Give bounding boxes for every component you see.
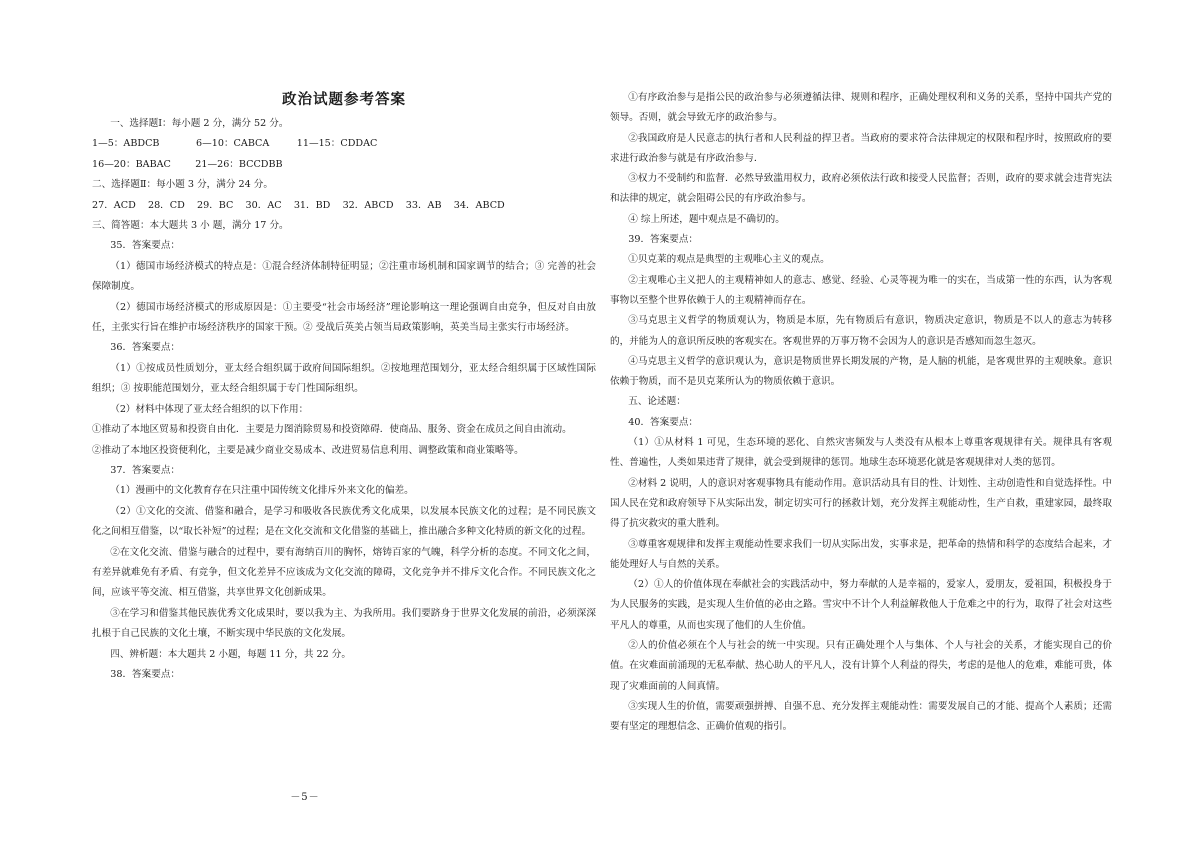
answer-paragraph: 二、选择题Ⅱ：每小题 3 分，满分 24 分。 [92, 179, 273, 191]
answer-paragraph: ①有序政治参与是指公民的政治参与必须遵循法律、规则和程序，正确处理权利和义务的关系，坚持中国共产党的领导。否则，就会导致无序的政治参与。 [610, 92, 1112, 124]
answer-paragraph: ③实现人生的价值，需要顽强拼搏、自强不息、充分发挥主观能动性：需要发展自己的才能、提高个人素质；还需要有坚定的理想信念、正确价值观的指引。 [610, 700, 1112, 733]
answer-paragraph: ①推动了本地区贸易和投资自由化．主要是力图消除贸易和投资障碍．使商品、服务、资金在成员之间自由流动。 [92, 424, 572, 436]
answer-paragraph: ③权力不受制约和监督．必然导致滥用权力，政府必须依法行政和接受人民监督；否则，政府的要求就会违背宪法和法律的规定，就会阻碍公民的有序政治参与。 [610, 173, 1112, 205]
answer-paragraph: 27．ACD 28．CD 29．BC 30．AC 31．BD 32．ABCD 33．AB 34．ABCD [92, 199, 505, 211]
answer-paragraph: （1）①从材料 1 可见，生态环境的恶化、自然灾害频发与人类没有从根本上尊重客观规律有关。规律具有客观性、普遍性，人类如果违背了规律，就会受到规律的惩罚。地球生态环境恶化就是客观规律对人类的惩罚。 [610, 437, 1112, 469]
answer-paragraph: ②推动了本地区投资便利化，主要是减少商业交易成本、改进贸易信息利用、调整政策和商业策略等。 [92, 444, 524, 456]
answer-paragraph: ④马克思主义哲学的意识观认为，意识是物质世界长期发展的产物，是人脑的机能，是客观世界的主观映象。意识依赖于物质，而不是贝克莱所认为的物质依赖于意识。 [610, 355, 1112, 388]
answer-paragraph: 1—5：ABDCB 6—10：CABCA 11—15：CDDAC [92, 138, 378, 150]
left-column-body [92, 114, 596, 685]
answer-paragraph: 五、论述题： [628, 396, 686, 408]
answer-paragraph: 39．答案要点： [628, 234, 699, 246]
answer-paragraph: ②主观唯心主义把人的主观精神如人的意志、感觉、经验、心灵等视为唯一的实在，当成第一性的东西，认为客观事物以至整个世界依赖于人的主观精神而存在。 [610, 274, 1112, 306]
answer-paragraph: ②人的价值必须在个人与社会的统一中实现。只有正确处理个人与集体、个人与社会的关系，才能实现自己的价值。在灾难面前涌现的无私奉献、热心助人的平凡人，没有计算个人利益的得失，考虑的是他人的危难，难能可贵，体现了灾难面前的人间真情。 [610, 640, 1112, 692]
answer-paragraph: 16—20：BABAC 21—26：BCCDBB [92, 158, 283, 170]
answer-paragraph: （2）①人的价值体现在奉献社会的实践活动中，努力奉献的人是幸福的，爱家人，爱朋友，爱祖国，积极投身于为人民服务的实践，是实现人生价值的必由之路。雪灾中不计个人利益解救他人于危难之中的行为，取得了社会对这些平凡人的尊重，从而也实现了他们的人生价值。 [610, 579, 1112, 631]
answer-paragraph: ④ 综上所述，题中观点是不确切的。 [628, 213, 785, 225]
answer-paragraph: ①贝克莱的观点是典型的主观唯心主义的观点。 [628, 254, 830, 266]
answer-paragraph: （2）①文化的交流、借鉴和融合，是学习和吸收各民族优秀文化成果，以发展本民族文化的过程；是不同民族文化之间相互借鉴，以“取长补短”的过程；是在文化交流和文化借鉴的基础上，推出融合多种文化特质的新文化的过程。 [92, 505, 596, 538]
right-column-body [610, 88, 1112, 738]
answer-paragraph: 四、辨析题：本大题共 2 小题，每题 11 分，共 22 分。 [110, 648, 351, 660]
answer-paragraph: ②在文化交流、借鉴与融合的过程中，要有海纳百川的胸怀，熔铸百家的气魄，科学分析的态度。不同文化之间，有差异就难免有矛盾、有竞争，但文化差异不应该成为文化交流的障碍，文化竞争并不排斥文化合作。不同民族文化之间，应该平等交流、相互借鉴，共享世界文化创新成果。 [92, 546, 596, 599]
right-column [610, 88, 1112, 738]
answer-paragraph: （1）①按成员性质划分，亚太经合组织属于政府间国际组织。②按地理范围划分，亚太经合组织属于区域性国际组织；③ 按职能范围划分，亚太经合组织属于专门性国际组织。 [92, 362, 596, 395]
answer-paragraph: （2）德国市场经济模式的形成原因是：①主要受“社会市场经济”理论影响这一理论强调自由竞争，但反对自由放任，主张实行旨在维护市场经济秩序的国家干预。② 受战后英美占领当局政策影响，英美当局主张实行市场经济。 [92, 301, 596, 334]
answer-paragraph: ②材料 2 说明，人的意识对客观事物具有能动作用。意识活动具有目的性、计划性、主动创造性和自觉选择性。中国人民在党和政府领导下从实际出发，制定切实可行的拯救计划，充分发挥主观能动性，生产自救，重建家园，最终取得了抗灾救灾的重大胜利。 [610, 477, 1112, 530]
answer-paragraph: 37．答案要点： [110, 464, 181, 476]
answer-paragraph: （1）漫画中的文化教育存在只注重中国传统文化排斥外来文化的偏差。 [110, 485, 414, 497]
left-column [92, 86, 596, 685]
answer-paragraph: 38．答案要点： [110, 668, 181, 680]
answer-paragraph: （2）材料中体现了亚太经合组织的以下作用： [110, 403, 309, 415]
answer-paragraph: ②我国政府是人民意志的执行者和人民利益的捍卫者。当政府的要求符合法律规定的权限和程序时，按照政府的要求进行政治参与就是有序政治参与． [610, 132, 1112, 164]
answer-paragraph: 40．答案要点： [628, 416, 699, 428]
answer-paragraph: 36．答案要点： [110, 342, 181, 354]
page-title: 政治试题参考答案 [282, 92, 406, 108]
answer-paragraph: ③在学习和借鉴其他民族优秀文化成果时，要以我为主、为我所用。我们要跻身于世界文化发展的前沿，必须深深扎根于自己民族的文化土壤，不断实现中华民族的文化发展。 [92, 607, 596, 640]
answer-paragraph: ③马克思主义哲学的物质观认为，物质是本原，先有物质后有意识，物质决定意识，物质是不以人的意志为转移的，并能为人的意识所反映的客观实在。客观世界的万事万物不会因为人的意识是否感知而忽生忽灭。 [610, 315, 1112, 347]
answer-paragraph: ③尊重客观规律和发挥主观能动性要求我们一切从实际出发，实事求是，把革命的热情和科学的态度结合起来，才能处理好人与自然的关系。 [610, 538, 1112, 570]
answer-paragraph: 三、简答题：本大题共 3 小 题，满分 17 分。 [92, 220, 289, 232]
answer-paragraph: 一、选择题Ⅰ：每小题 2 分，满分 52 分。 [110, 118, 289, 129]
answer-paragraph: （1）德国市场经济模式的特点是：①混合经济体制特征明显；②注重市场机制和国家调节的结合；③ 完善的社会保障制度。 [92, 260, 596, 293]
answer-paragraph: 35．答案要点： [110, 240, 181, 252]
page-number: －5－ [290, 792, 320, 803]
